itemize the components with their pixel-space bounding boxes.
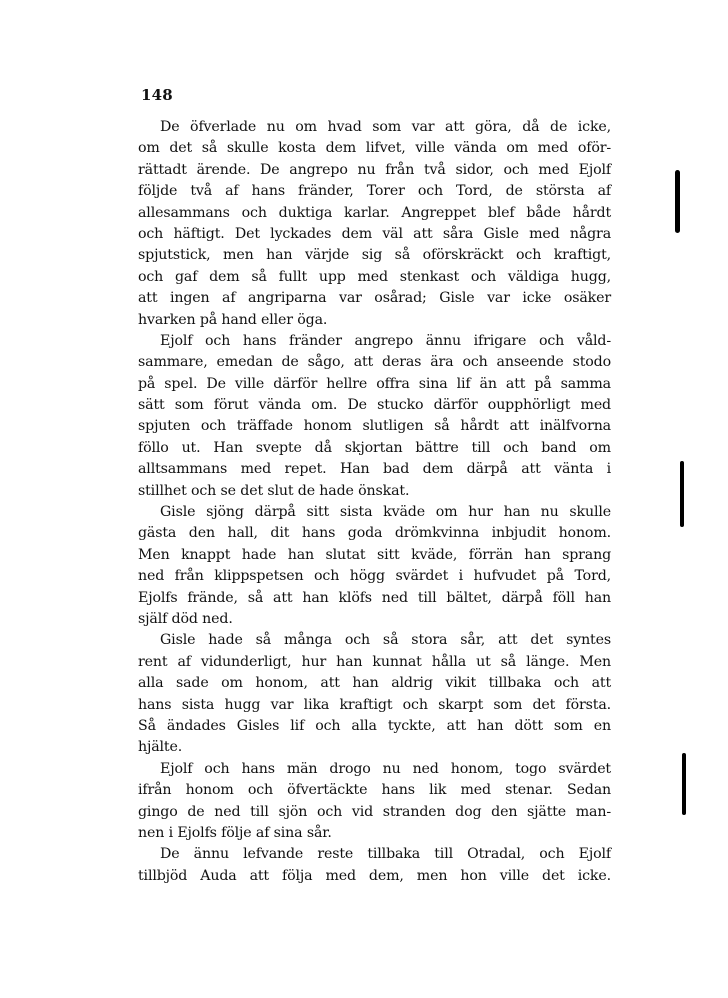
text-line: sammare, emedan de sågo, att deras ära och anseende stodo <box>138 354 611 371</box>
text-line: att ingen af angriparna var osårad; Gisle var icke osäker <box>138 290 611 307</box>
text-line: rättadt ärende. De angrepo nu från två sidor, och med Ejolf <box>138 161 611 178</box>
text-line: rent af vidunderligt, hur han kunnat hålla ut så länge. Men <box>138 653 611 670</box>
text-line: Men knappt hade han slutat sitt kväde, förrän han sprang <box>138 546 611 563</box>
text-line: De öfverlade nu om hvad som var att göra, då de icke, <box>160 119 611 135</box>
text-line: spjuten och träffade honom slutligen så hårdt att inälfvorna <box>138 418 611 435</box>
text-line: gästa den hall, dit hans goda drömkvinna inbjudit honom. <box>138 525 611 542</box>
text-line: hans sista hugg var lika kraftigt och skarpt som det första. <box>138 696 611 713</box>
text-line: gingo de ned till sjön och vid stranden dog den sjätte man- <box>138 803 611 820</box>
text-line: sätt som förut vända om. De stucko därför oupphörligt med <box>138 397 611 414</box>
text-line: Ejolf och hans fränder angrepo ännu ifrigare och våld- <box>160 332 611 349</box>
text-line: stillhet och se det slut de hade önskat. <box>138 482 410 499</box>
text-line: ifrån honom och öfvertäckte hans lik med stenar. Sedan <box>138 782 611 799</box>
text-line: De ännu lefvande reste tillbaka till Otradal, och Ejolf <box>160 846 611 863</box>
text-line: alla sade om honom, att han aldrig vikit tillbaka och att <box>138 675 611 692</box>
text-line: följde två af hans fränder, Torer och Tord, de största af <box>138 183 611 200</box>
text-line: om det så skulle kosta dem lifvet, ville vända om med oför- <box>138 140 611 157</box>
text-line: och häftigt. Det lyckades dem väl att såra Gisle med några <box>138 225 611 242</box>
body-text <box>138 117 611 887</box>
text-line: föllo ut. Han svepte då skjortan bättre till och band om <box>138 439 611 456</box>
text-line: Ejolfs frände, så att han klöfs ned till bältet, därpå föll han <box>138 589 611 606</box>
page-number: 148 <box>141 86 173 104</box>
margin-line-mark <box>682 753 686 815</box>
text-line: ned från klippspetsen och högg svärdet i hufvudet på Tord, <box>138 568 611 585</box>
margin-line-mark <box>675 170 680 233</box>
text-line: Så ändades Gisles lif och alla tyckte, att han dött som en <box>138 717 611 734</box>
text-line: Gisle hade så många och så stora sår, att det syntes <box>160 632 611 649</box>
text-line: själf död ned. <box>138 610 233 627</box>
text-line: Ejolf och hans män drogo nu ned honom, togo svärdet <box>160 760 611 777</box>
text-line: och gaf dem så fullt upp med stenkast och väldiga hugg, <box>138 268 611 285</box>
text-line: Gisle sjöng därpå sitt sista kväde om hur han nu skulle <box>160 504 611 521</box>
margin-line-mark <box>680 461 684 527</box>
text-line: allesammans och duktiga karlar. Angreppet blef både hårdt <box>138 204 611 221</box>
text-line: spjutstick, men han värjde sig så oförskräckt och kraftigt, <box>138 247 611 264</box>
text-line: nen i Ejolfs följe af sina sår. <box>138 824 332 841</box>
text-line: alltsammans med repet. Han bad dem därpå att vänta i <box>138 461 611 478</box>
text-line: hvarken på hand eller öga. <box>138 311 328 328</box>
text-line: tillbjöd Auda att följa med dem, men hon ville det icke. <box>138 867 611 884</box>
text-line: hjälte. <box>138 739 183 756</box>
text-line: på spel. De ville därför hellre offra sina lif än att på samma <box>138 375 611 392</box>
